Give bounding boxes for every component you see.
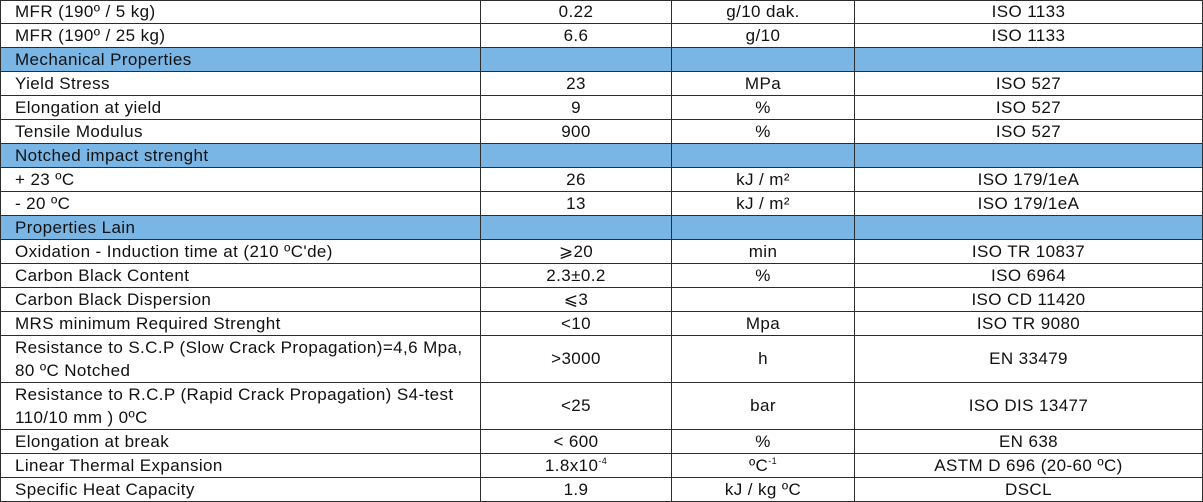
property-value: 1.9 — [481, 478, 672, 502]
property-unit: h — [672, 336, 855, 383]
property-value: <10 — [481, 312, 672, 336]
section-cell — [672, 144, 855, 168]
section-title: Notched impact strenght — [1, 144, 481, 168]
section-cell — [672, 48, 855, 72]
test-standard: ISO CD 11420 — [855, 288, 1203, 312]
property-name: Yield Stress — [1, 72, 481, 96]
section-cell — [855, 216, 1203, 240]
value-base: 1.8x10 — [544, 455, 599, 475]
property-unit — [672, 288, 855, 312]
section-cell — [855, 144, 1203, 168]
property-value: >3000 — [481, 336, 672, 383]
property-value: 0.22 — [481, 1, 672, 24]
property-unit: g/10 dak. — [672, 1, 855, 24]
property-name: Tensile Modulus — [1, 120, 481, 144]
property-value: 23 — [481, 72, 672, 96]
table-row — [1, 288, 1203, 312]
property-name: - 20 ºC — [1, 192, 481, 216]
table-row — [1, 1, 1203, 24]
table-row — [1, 24, 1203, 48]
table-row — [1, 168, 1203, 192]
table-row — [1, 192, 1203, 216]
section-header-row — [1, 144, 1203, 168]
property-name: Elongation at yield — [1, 96, 481, 120]
test-standard: ISO 527 — [855, 72, 1203, 96]
section-title: Mechanical Properties — [1, 48, 481, 72]
section-title: Properties Lain — [1, 216, 481, 240]
test-standard: ISO 527 — [855, 120, 1203, 144]
property-value: 6.6 — [481, 24, 672, 48]
property-value: < 600 — [481, 430, 672, 454]
table-row — [1, 478, 1203, 502]
test-standard: ISO 179/1eA — [855, 192, 1203, 216]
property-unit: % — [672, 430, 855, 454]
table-row — [1, 383, 1203, 430]
property-name: Linear Thermal Expansion — [1, 454, 481, 478]
property-name: MRS minimum Required Strenght — [1, 312, 481, 336]
property-name: Resistance to R.C.P (Rapid Crack Propagation) S4-test 110/10 mm ) 0ºC — [1, 383, 481, 430]
table-row — [1, 454, 1203, 478]
table-row — [1, 240, 1203, 264]
property-name: MFR (190º / 25 kg) — [1, 24, 481, 48]
property-unit: g/10 — [672, 24, 855, 48]
property-value: 26 — [481, 168, 672, 192]
test-standard: ISO 1133 — [855, 24, 1203, 48]
property-value: <25 — [481, 383, 672, 430]
value-exponent: -4 — [598, 455, 608, 466]
test-standard: ISO 179/1eA — [855, 168, 1203, 192]
section-header-row — [1, 48, 1203, 72]
property-name: MFR (190º / 5 kg) — [1, 1, 481, 24]
test-standard: ISO 527 — [855, 96, 1203, 120]
property-name: Carbon Black Dispersion — [1, 288, 481, 312]
property-value: 900 — [481, 120, 672, 144]
property-value: 9 — [481, 96, 672, 120]
table-row — [1, 264, 1203, 288]
section-cell — [672, 216, 855, 240]
test-standard: EN 638 — [855, 430, 1203, 454]
test-standard: ASTM D 696 (20-60 ºC) — [855, 454, 1203, 478]
section-header-row — [1, 216, 1203, 240]
property-value: ⩽3 — [481, 288, 672, 312]
property-unit: % — [672, 120, 855, 144]
test-standard: ISO 6964 — [855, 264, 1203, 288]
test-standard: ISO 1133 — [855, 1, 1203, 24]
table-row — [1, 120, 1203, 144]
test-standard: EN 33479 — [855, 336, 1203, 383]
property-value: ⩾20 — [481, 240, 672, 264]
table-row — [1, 96, 1203, 120]
table-row — [1, 336, 1203, 383]
table-row — [1, 312, 1203, 336]
property-name: + 23 ºC — [1, 168, 481, 192]
unit-base: ºC — [748, 455, 769, 475]
property-unit: kJ / kg ºC — [672, 478, 855, 502]
unit-exponent: -1 — [768, 455, 778, 466]
property-name: Resistance to S.C.P (Slow Crack Propagation)=4,6 Mpa, 80 ºC Notched — [1, 336, 481, 383]
property-unit: min — [672, 240, 855, 264]
property-value: 2.3±0.2 — [481, 264, 672, 288]
property-value — [481, 454, 672, 478]
property-name: Specific Heat Capacity — [1, 478, 481, 502]
test-standard: ISO DIS 13477 — [855, 383, 1203, 430]
property-name: Carbon Black Content — [1, 264, 481, 288]
table-row — [1, 430, 1203, 454]
test-standard: ISO TR 9080 — [855, 312, 1203, 336]
section-cell — [481, 216, 672, 240]
property-name: Oxidation - Induction time at (210 ºC'de) — [1, 240, 481, 264]
section-cell — [855, 48, 1203, 72]
property-unit: kJ / m² — [672, 192, 855, 216]
section-cell — [481, 48, 672, 72]
section-cell — [481, 144, 672, 168]
property-unit — [672, 454, 855, 478]
test-standard: DSCL — [855, 478, 1203, 502]
property-unit: % — [672, 96, 855, 120]
property-name: Elongation at break — [1, 430, 481, 454]
property-unit: bar — [672, 383, 855, 430]
property-unit: Mpa — [672, 312, 855, 336]
property-unit: % — [672, 264, 855, 288]
property-unit: MPa — [672, 72, 855, 96]
table-row — [1, 72, 1203, 96]
test-standard: ISO TR 10837 — [855, 240, 1203, 264]
property-unit: kJ / m² — [672, 168, 855, 192]
property-value: 13 — [481, 192, 672, 216]
